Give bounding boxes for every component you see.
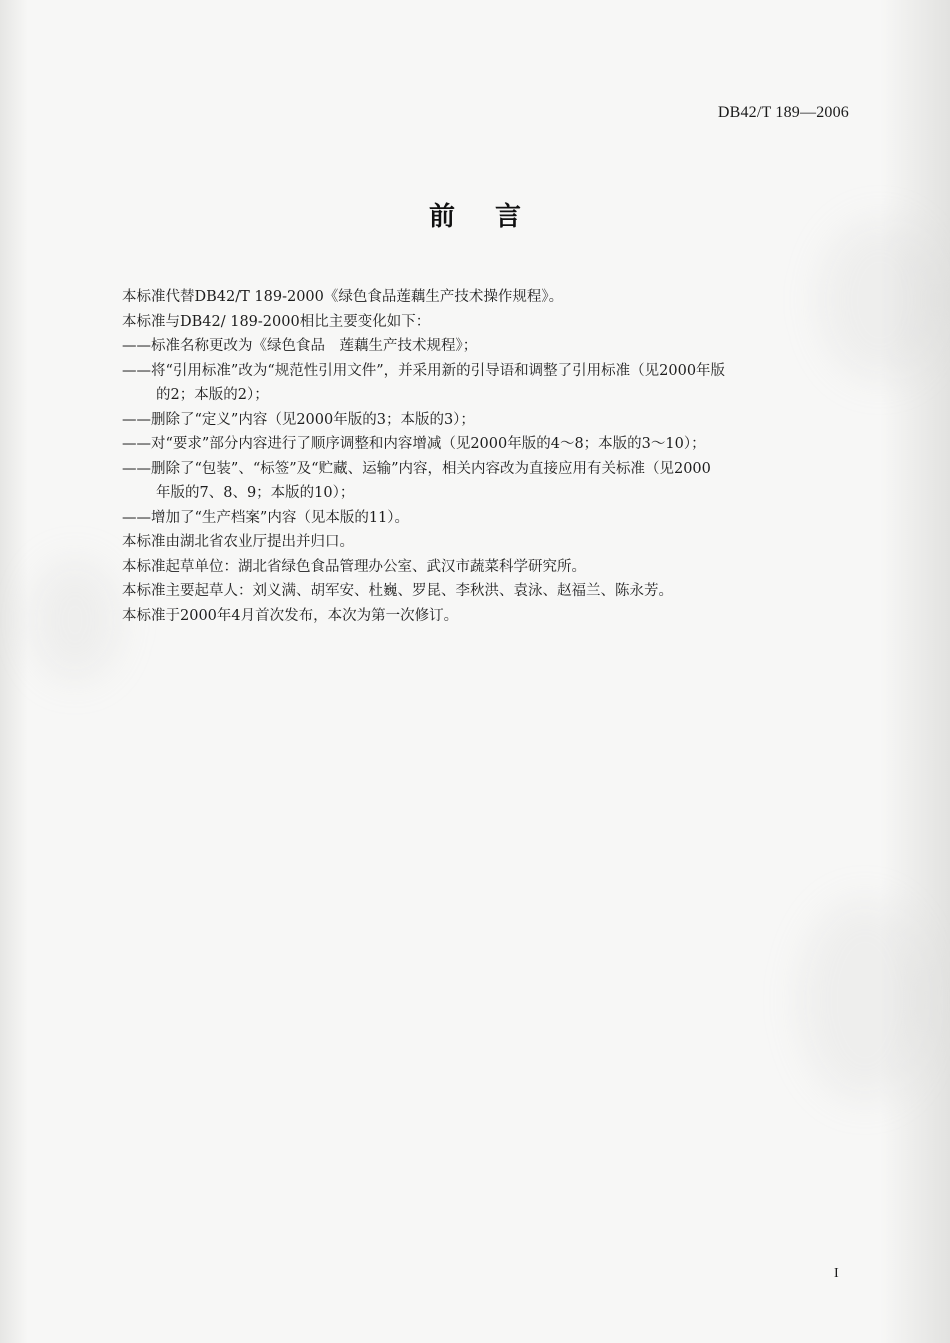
body-line-change-records: ——增加了“生产档案”内容（见本版的11）。 bbox=[122, 509, 410, 526]
body-line-publication: 本标准于2000年4月首次发布，本次为第一次修订。 bbox=[122, 607, 459, 624]
body-line-change-references-cont: 的2；本版的2）； bbox=[156, 387, 269, 403]
body-line-change-definitions: ——删除了“定义”内容（见2000年版的3；本版的3）； bbox=[122, 411, 475, 428]
page-title bbox=[0, 196, 950, 233]
body-line-drafting-units: 本标准起草单位：湖北省绿色食品管理办公室、武汉市蔬菜科学研究所。 bbox=[122, 558, 586, 575]
foreword-body bbox=[122, 285, 852, 628]
standard-code: DB42/T 189—2006 bbox=[717, 104, 849, 121]
body-line-change-packaging: ——删除了“包装”、“标签”及“贮藏、运输”内容，相关内容改为直接应用有关标准（见2000 bbox=[122, 460, 711, 477]
body-line-change-references: ——将“引用标准”改为“规范性引用文件”，并采用新的引导语和调整了引用标准（见2000年版 bbox=[122, 362, 726, 379]
body-line-changes-intro: 本标准与DB42/ 189-2000相比主要变化如下： bbox=[122, 313, 431, 330]
scan-blot bbox=[800, 900, 930, 1100]
body-line-replaces: 本标准代替DB42/T 189-2000《绿色食品莲藕生产技术操作规程》。 bbox=[122, 289, 564, 305]
title-char-1: 前 bbox=[428, 202, 455, 232]
body-line-proposer: 本标准由湖北省农业厅提出并归口。 bbox=[122, 534, 354, 550]
scan-blot bbox=[30, 560, 120, 680]
page-number: I bbox=[834, 1266, 839, 1281]
body-line-change-name: ——标准名称更改为《绿色食品 莲藕生产技术规程》； bbox=[122, 338, 478, 354]
body-line-drafters: 本标准主要起草人：刘义满、胡军安、杜巍、罗昆、李秋洪、袁泳、赵福兰、陈永芳。 bbox=[122, 583, 673, 599]
body-line-change-requirements: ——对“要求”部分内容进行了顺序调整和内容增减（见2000年版的4～8；本版的3～10）； bbox=[122, 436, 706, 452]
body-line-change-packaging-cont: 年版的7、8、9；本版的10）； bbox=[156, 485, 355, 501]
title-char-2: 言 bbox=[495, 202, 522, 232]
